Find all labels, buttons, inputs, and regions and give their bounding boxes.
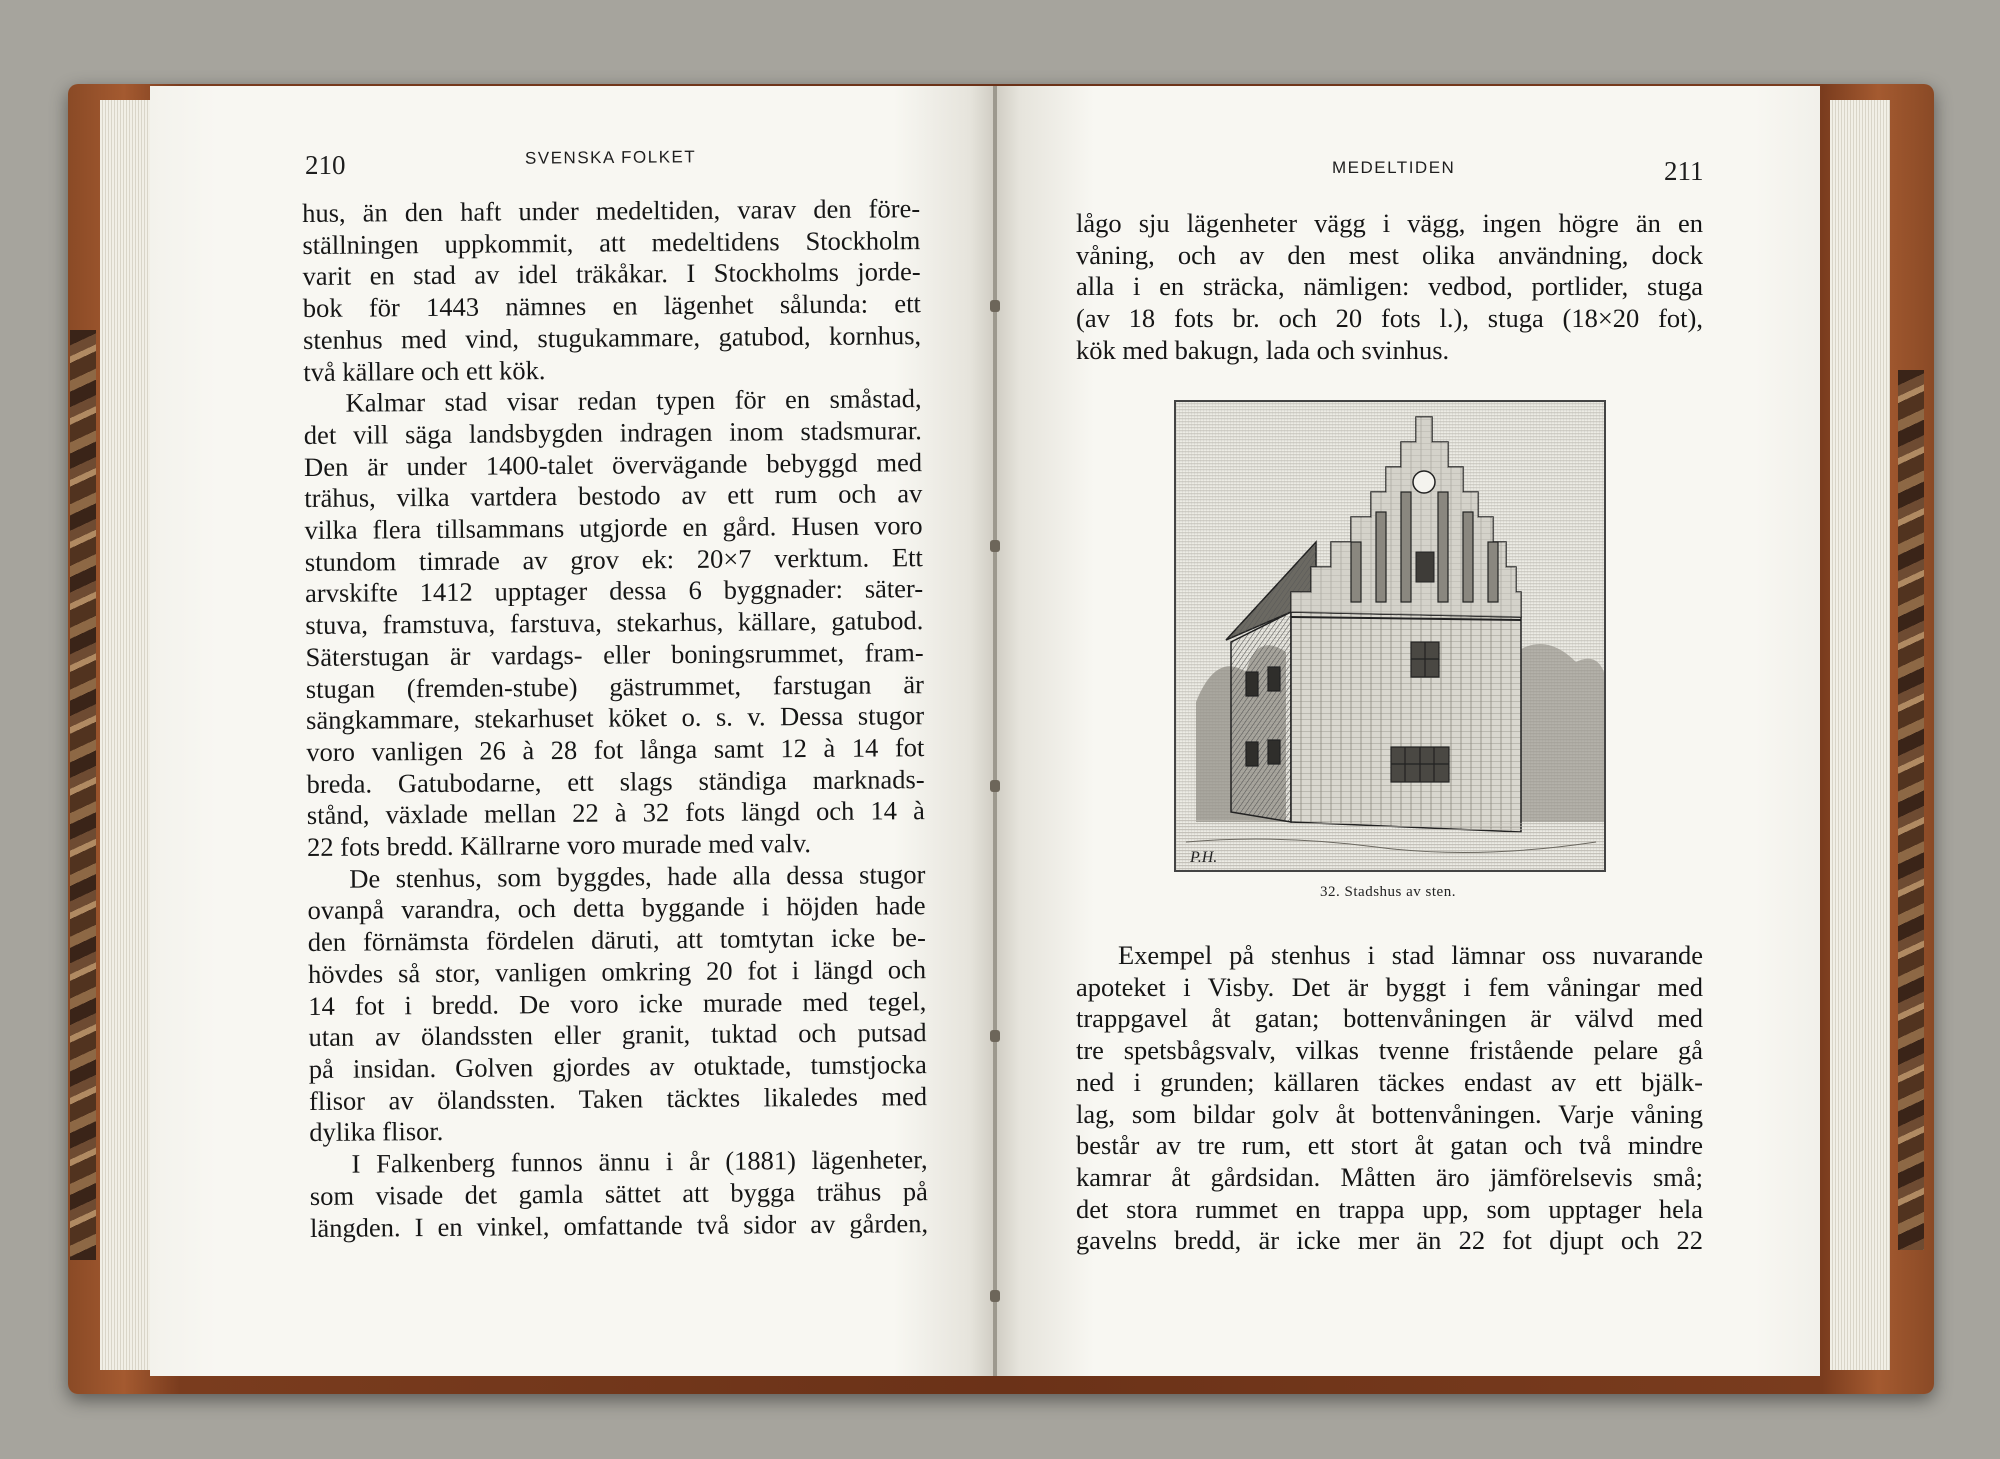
text-line: 22 fots bredd. Källrarne voro murade med valv. [306, 828, 812, 863]
text-line: I Falkenberg funnos ännu i år (1881) lägenheter, [351, 1144, 928, 1179]
binding-stitch [990, 540, 1000, 552]
text-line: De stenhus, som byggdes, hade alla dessa stugor [349, 858, 926, 894]
figure-stone-townhouse [1174, 400, 1606, 872]
marbled-board-left [70, 330, 96, 1260]
text-line: stånd, växlade mellan 22 à 32 fots längd och 14 à [306, 795, 925, 831]
right-running-title: MEDELTIDEN [1332, 158, 1456, 177]
text-line: trappgavel åt gatan; bottenvåningen är välvd med [1076, 1003, 1703, 1034]
marbled-board-right [1898, 370, 1924, 1250]
text-line: voro vanligen 26 à 28 fot långa samt 12 à 14 fot [306, 732, 925, 767]
text-line: breda. Gatubodarne, ett slags ständiga marknads- [306, 763, 925, 799]
figure-caption: 32. Stadshus av sten. [1320, 884, 1456, 900]
text-line: ned i grunden; källaren täckes endast av ett bjälk- [1076, 1066, 1703, 1097]
right-page-number: 211 [1664, 156, 1704, 186]
text-line: stundom timrade av grov ek: 20×7 verktum. Ett [304, 541, 923, 577]
text-line: dylika flisor. [309, 1116, 444, 1148]
text-line: består av tre rum, ett stort åt gatan och två mindre [1076, 1130, 1703, 1161]
text-line: vilka flera tillsammans utgjorde en gård. Husen voro [304, 510, 923, 546]
left-body-text [302, 193, 928, 1244]
text-line: ovanpå varandra, och detta byggande i höjden hade [307, 890, 926, 926]
binding-stitch [990, 780, 1000, 792]
text-line: flisor av ölandssten. Taken täcktes likaledes med [308, 1080, 928, 1116]
text-line: sängkammare, stekarhuset köket o. s. v. Dessa stugor [305, 700, 925, 736]
binding-stitch [990, 1290, 1000, 1302]
text-line: våning, och av den mest olika användning, dock [1076, 239, 1703, 270]
text-line: stugan (fremden-stube) gästrummet, farstugan är [305, 668, 924, 704]
text-line: på insidan. Golven gjordes av otuktade, tumstjocka [308, 1049, 927, 1084]
binding-stitch [990, 1030, 1000, 1042]
text-line: varit en stad av idel träkåkar. I Stockholms jorde- [302, 256, 921, 292]
text-line: den förnämsta fördelen däruti, att tomtytan icke be- [307, 922, 926, 958]
left-running-title: SVENSKA FOLKET [524, 147, 697, 168]
text-line: det vill säga landsbygden indragen inom stadsmurar. [303, 415, 922, 450]
right-body-text-bottom [1076, 940, 1703, 1257]
book-gutter [993, 86, 997, 1376]
text-line: tre spetsbågsvalv, vilkas tvenne fristående pelare gå [1076, 1035, 1703, 1066]
text-line: hus, än den haft under medeltiden, varav den före- [302, 193, 921, 228]
text-line: längden. I en vinkel, omfattande två sidor av gården, [309, 1207, 929, 1243]
text-line: apoteket i Visby. Det är byggt i fem våningar med [1076, 971, 1703, 1002]
text-line: gavelns bredd, är icke mer än 22 fot djupt och 22 [1076, 1225, 1703, 1256]
figure-signature: P.H. [1190, 849, 1218, 866]
page-edges-right [1830, 100, 1890, 1370]
text-line: ställningen uppkommit, att medeltidens Stockholm [302, 224, 921, 260]
text-line: kamrar åt gårdsidan. Måtten äro jämförelsevis små; [1076, 1161, 1703, 1192]
text-line: lågo sju lägenheter vägg i vägg, ingen högre än en [1076, 208, 1703, 238]
text-line: stenhus med vind, stugukammare, gatubod, kornhus, [302, 319, 922, 355]
text-line: 14 fot i bredd. De voro icke murade med tegel, [308, 985, 927, 1021]
text-line: lag, som bildar golv åt bottenvåningen. Varje våning [1076, 1098, 1703, 1129]
text-line: utan av ölandssten eller granit, tuktad och putsad [308, 1017, 927, 1053]
text-line: (av 18 fots br. och 20 fots l.), stuga (18×20 fot), [1076, 303, 1703, 334]
text-line: Säterstugan är vardags- eller boningsrummet, fram- [305, 636, 924, 672]
text-line: arvskifte 1412 upptager dessa 6 byggnader: säter- [304, 573, 924, 609]
townhouse-illustration [1176, 402, 1604, 870]
left-page-number: 210 [305, 150, 346, 180]
text-line: bok för 1443 nämnes en lägenhet sålunda: ett [302, 288, 921, 324]
text-line: alla i en sträcka, nämligen: vedbod, portlider, stuga [1076, 271, 1703, 302]
text-line: som visade det gamla sättet att bygga trähus på [309, 1175, 928, 1211]
text-line: det stora rummet en trappa upp, som upptager hela [1076, 1193, 1703, 1224]
text-line: Exempel på stenhus i stad lämnar oss nuvarande [1118, 940, 1703, 970]
text-line: trähus, vilka vartdera bestodo av ett rum och av [304, 478, 923, 514]
text-line: två källare och ett kök. [303, 354, 546, 387]
text-line: hövdes så stor, vanligen omkring 20 fot i längd och [307, 953, 927, 989]
text-line: stuva, framstuva, farstuva, stekarhus, källare, gatubod. [305, 605, 924, 641]
binding-stitch [990, 300, 1000, 312]
text-line: kök med bakugn, lada och svinhus. [1076, 334, 1450, 365]
right-body-text-top [1076, 208, 1703, 367]
text-line: Kalmar stad visar redan typen för en småstad, [345, 383, 922, 418]
text-line: Den är under 1400-talet övervägande bebyggd med [303, 446, 923, 482]
